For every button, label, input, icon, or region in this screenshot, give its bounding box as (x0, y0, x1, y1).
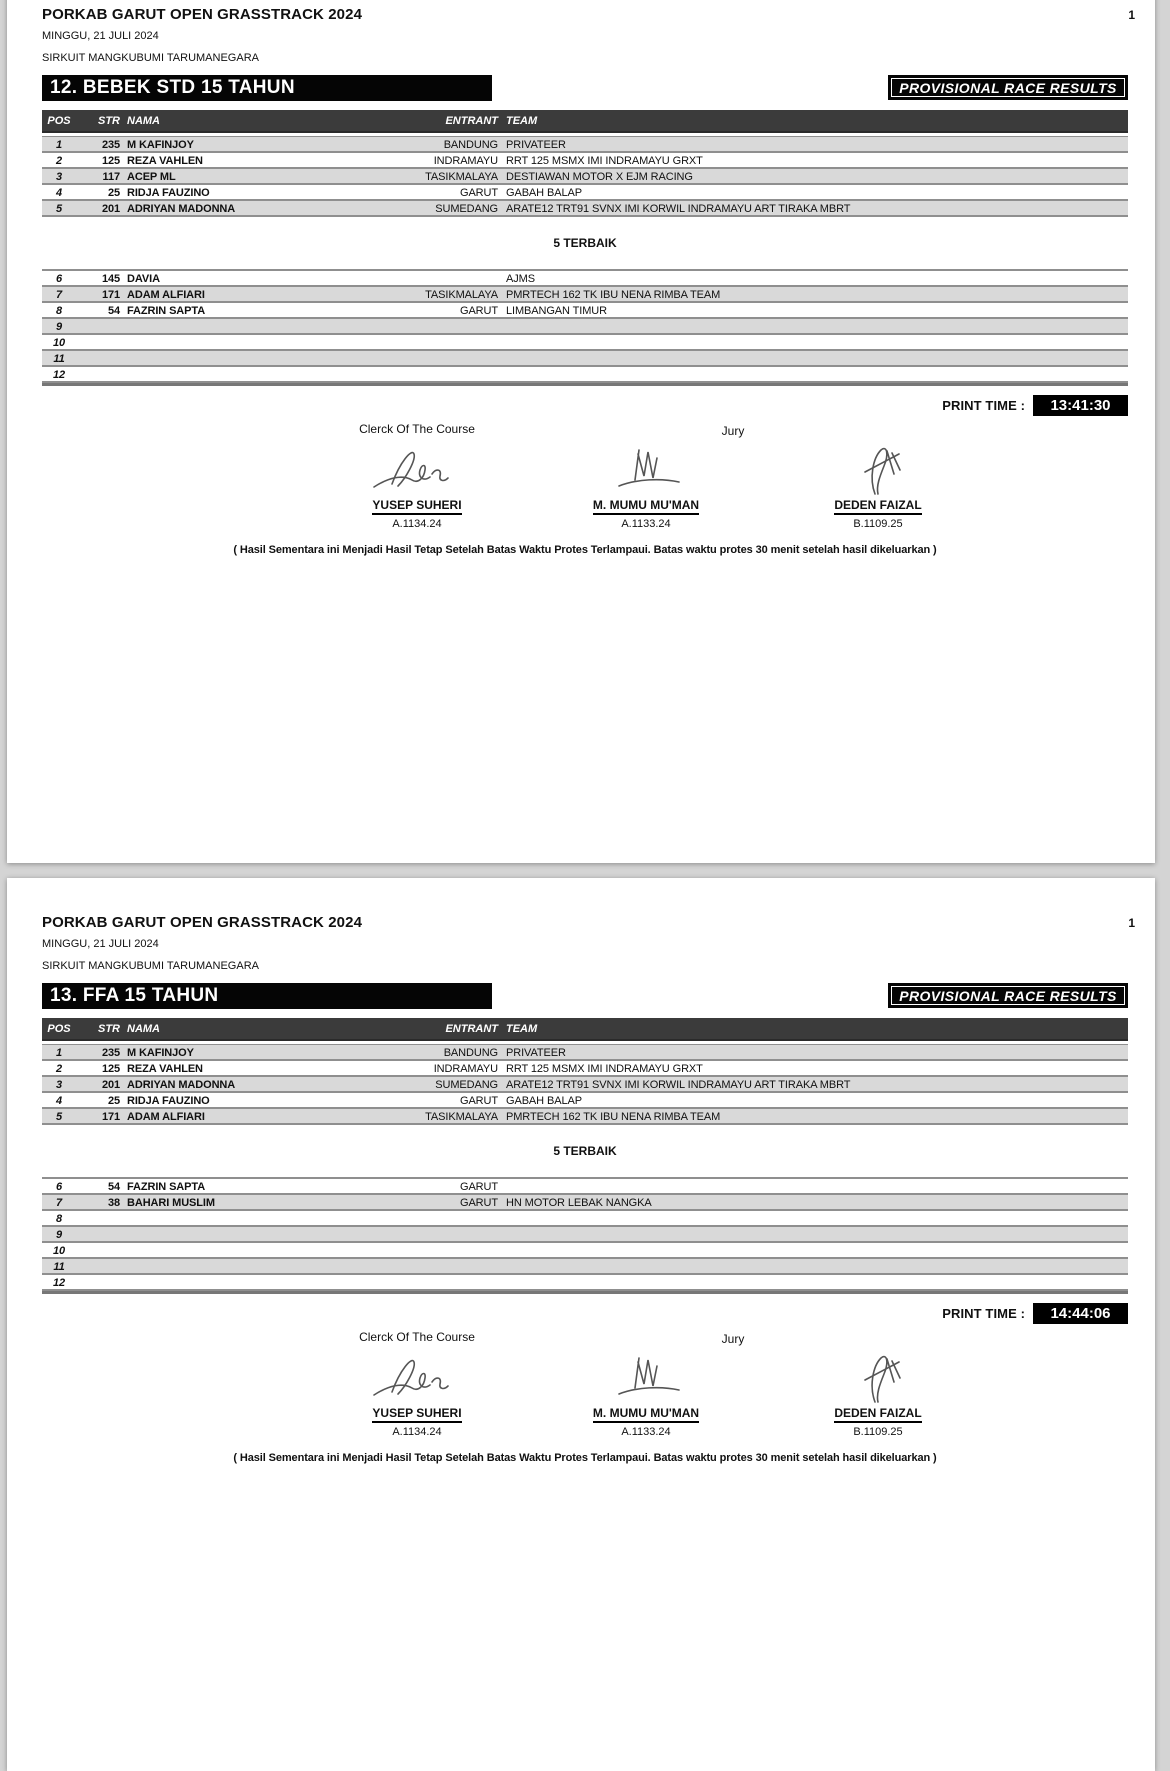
row-rider-name (120, 1275, 406, 1289)
row-entrant: SUMEDANG (435, 203, 498, 215)
table-header (42, 1018, 1128, 1041)
signature-area (42, 1330, 1128, 1446)
event-title: PORKAB GARUT OPEN GRASSTRACK 2024 (42, 6, 363, 23)
row-team: ARATE12 TRT91 SVNX IMI KORWIL INDRAMAYU ART TIRAKA MBRT (506, 203, 851, 215)
results-table (42, 110, 1128, 386)
row-start-number: 201 (101, 203, 120, 215)
row-entrant (406, 1211, 498, 1225)
row-start-number: 125 (101, 155, 120, 167)
row-start-number (76, 1211, 120, 1225)
jury1-name: M. MUMU MU'MAN (531, 1406, 761, 1423)
row-position: 9 (55, 1229, 63, 1241)
row-entrant (406, 1259, 498, 1273)
jury1-name: M. MUMU MU'MAN (531, 498, 761, 515)
row-rider-name: ADAM ALFIARI (127, 289, 205, 301)
header-entrant: ENTRANT (445, 1022, 498, 1035)
table-row (42, 1259, 1128, 1275)
table-header (42, 110, 1128, 133)
signature-jury2-icon (763, 1350, 993, 1406)
clerk-label: Clerck Of The Course (359, 1330, 475, 1344)
row-entrant (406, 1275, 498, 1289)
table-row (42, 1109, 1128, 1125)
row-team: RRT 125 MSMX IMI INDRAMAYU GRXT (506, 1063, 703, 1075)
row-entrant: GARUT (459, 1181, 498, 1193)
row-entrant: BANDUNG (443, 1047, 498, 1059)
row-team (498, 1179, 1128, 1193)
row-team: GABAH BALAP (506, 187, 582, 199)
row-position: 2 (55, 155, 63, 167)
row-rider-name: FAZRIN SAPTA (127, 305, 206, 317)
signature-block-clerk (302, 422, 532, 530)
signature-clerk-icon (302, 1350, 532, 1406)
row-entrant (406, 351, 498, 365)
row-team: PMRTECH 162 TK IBU NENA RIMBA TEAM (506, 289, 721, 301)
row-rider-name: ACEP ML (127, 171, 176, 183)
remaining-rows (42, 269, 1128, 383)
row-team: PMRTECH 162 TK IBU NENA RIMBA TEAM (506, 1111, 721, 1123)
signature-block-jury1 (531, 1330, 761, 1438)
row-rider-name (120, 335, 406, 349)
document-page-2 (7, 878, 1155, 1771)
row-position: 12 (52, 369, 66, 381)
row-rider-name (120, 1227, 406, 1241)
row-rider-name: REZA VAHLEN (127, 155, 203, 167)
table-row (42, 185, 1128, 201)
row-start-number: 171 (101, 289, 120, 301)
row-team: HN MOTOR LEBAK NANGKA (506, 1197, 652, 1209)
clerk-label: Clerck Of The Course (359, 422, 475, 436)
jury2-role-spacer (763, 1330, 993, 1350)
row-position: 11 (53, 1261, 65, 1273)
row-rider-name (120, 1211, 406, 1225)
row-team (498, 1211, 1128, 1225)
jury2-license: B.1109.25 (853, 518, 903, 530)
table-row (42, 153, 1128, 169)
signature-jury1-icon (531, 442, 761, 498)
row-entrant: SUMEDANG (435, 1079, 498, 1091)
print-time-value: 13:41:30 (1033, 395, 1128, 416)
row-rider-name: ADRIYAN MADONNA (127, 1079, 236, 1091)
signature-block-jury2 (763, 1330, 993, 1438)
table-row (42, 367, 1128, 383)
signature-jury1-icon (531, 1350, 761, 1406)
class-title-bar: 13. FFA 15 TAHUN (42, 983, 492, 1009)
print-time-label: PRINT TIME : (942, 1306, 1025, 1321)
event-venue: SIRKUIT MANGKUBUMI TARUMANEGARA (42, 960, 259, 972)
row-rider-name (120, 1259, 406, 1273)
header-nama: NAMA (127, 1022, 160, 1035)
row-entrant: TASIKMALAYA (425, 171, 498, 183)
row-entrant: TASIKMALAYA (425, 289, 498, 301)
top-five-divider-label: 5 TERBAIK (553, 1144, 617, 1158)
row-start-number (76, 1275, 120, 1289)
row-rider-name: M KAFINJOY (127, 1047, 194, 1059)
provisional-results-badge: PROVISIONAL RACE RESULTS (888, 75, 1128, 100)
print-time-value: 14:44:06 (1033, 1303, 1128, 1324)
row-start-number: 38 (107, 1197, 120, 1209)
row-team: LIMBANGAN TIMUR (506, 305, 607, 317)
top-five-rows (42, 136, 1128, 217)
row-team (498, 367, 1128, 381)
row-team (498, 1275, 1128, 1289)
row-entrant (406, 1243, 498, 1257)
row-position: 1 (55, 1047, 63, 1059)
row-position: 3 (55, 1079, 63, 1091)
row-position: 3 (55, 171, 63, 183)
header-entrant: ENTRANT (445, 114, 498, 127)
table-row (42, 1243, 1128, 1259)
table-row (42, 201, 1128, 217)
row-rider-name: ADRIYAN MADONNA (127, 203, 236, 215)
class-title-bar: 12. BEBEK STD 15 TAHUN (42, 75, 492, 101)
jury1-role-spacer (531, 422, 761, 442)
row-start-number: 117 (102, 171, 120, 183)
signature-jury2-icon (763, 442, 993, 498)
protest-note: ( Hasil Sementara ini Menjadi Hasil Tetap Setelah Batas Waktu Protes Terlampaui. Batas waktu protes 30 menit setelah hasil dikeluarkan ) (233, 1452, 937, 1464)
clerk-name: YUSEP SUHERI (302, 498, 532, 515)
header-team: TEAM (506, 114, 538, 127)
jury1-role-spacer (531, 1330, 761, 1350)
row-position: 10 (52, 1245, 66, 1257)
row-team: PRIVATEER (506, 139, 566, 151)
row-start-number (76, 351, 120, 365)
row-rider-name: RIDJA FAUZINO (127, 187, 210, 199)
header-str: STR (98, 1022, 120, 1035)
row-start-number: 54 (107, 305, 120, 317)
provisional-results-badge: PROVISIONAL RACE RESULTS (888, 983, 1128, 1008)
clerk-license: A.1134.24 (392, 1426, 442, 1438)
row-position: 7 (55, 1197, 63, 1209)
row-rider-name (120, 1243, 406, 1257)
table-end-rule (42, 383, 1128, 386)
row-rider-name: DAVIA (127, 273, 160, 285)
row-start-number (76, 1259, 120, 1273)
row-entrant: GARUT (459, 187, 498, 199)
row-rider-name: RIDJA FAUZINO (127, 1095, 210, 1107)
jury2-role-spacer (763, 422, 993, 442)
row-team (498, 319, 1128, 333)
page-number: 1 (1128, 916, 1135, 930)
row-entrant (406, 1227, 498, 1241)
row-position: 6 (55, 273, 63, 285)
row-team: GABAH BALAP (506, 1095, 582, 1107)
jury1-license: A.1133.24 (621, 1426, 671, 1438)
row-team: PRIVATEER (506, 1047, 566, 1059)
page-number: 1 (1128, 8, 1135, 22)
table-row (42, 319, 1128, 335)
event-date: MINGGU, 21 JULI 2024 (42, 30, 159, 42)
event-title: PORKAB GARUT OPEN GRASSTRACK 2024 (42, 914, 363, 931)
row-rider-name: M KAFINJOY (127, 139, 194, 151)
row-start-number: 171 (101, 1111, 120, 1123)
row-start-number (76, 319, 120, 333)
table-row (42, 287, 1128, 303)
row-position: 12 (52, 1277, 66, 1289)
row-team: AJMS (506, 273, 535, 285)
row-position: 5 (55, 1111, 63, 1123)
table-row (42, 1227, 1128, 1243)
jury2-name: DEDEN FAIZAL (763, 498, 993, 515)
row-rider-name (120, 319, 406, 333)
clerk-license: A.1134.24 (392, 518, 442, 530)
header-pos: POS (47, 114, 71, 127)
row-position: 5 (55, 203, 63, 215)
row-start-number: 201 (101, 1079, 120, 1091)
table-row (42, 1061, 1128, 1077)
row-start-number (76, 1227, 120, 1241)
header-pos: POS (47, 1022, 71, 1035)
row-position: 10 (52, 337, 66, 349)
row-position: 6 (55, 1181, 63, 1193)
row-start-number: 235 (101, 139, 120, 151)
jury1-license: A.1133.24 (621, 518, 671, 530)
header-str: STR (98, 114, 120, 127)
signature-block-jury2 (763, 422, 993, 530)
row-rider-name: BAHARI MUSLIM (127, 1197, 215, 1209)
remaining-rows (42, 1177, 1128, 1291)
row-start-number (76, 1243, 120, 1257)
jury2-license: B.1109.25 (853, 1426, 903, 1438)
row-rider-name: FAZRIN SAPTA (127, 1181, 206, 1193)
row-team (498, 1243, 1128, 1257)
top-five-rows (42, 1044, 1128, 1125)
row-team (498, 1227, 1128, 1241)
row-start-number: 25 (107, 187, 120, 199)
table-row (42, 1275, 1128, 1291)
row-rider-name (120, 351, 406, 365)
row-start-number: 54 (107, 1181, 120, 1193)
row-start-number: 235 (101, 1047, 120, 1059)
row-team: DESTIAWAN MOTOR X EJM RACING (506, 171, 693, 183)
signature-clerk-icon (302, 442, 532, 498)
row-entrant: GARUT (459, 1095, 498, 1107)
document-page-1 (7, 0, 1155, 863)
row-position: 4 (55, 187, 63, 199)
table-row (42, 1093, 1128, 1109)
row-start-number: 25 (107, 1095, 120, 1107)
signature-area (42, 422, 1128, 538)
row-position: 11 (53, 353, 65, 365)
clerk-name: YUSEP SUHERI (302, 1406, 532, 1423)
row-team (498, 351, 1128, 365)
event-date: MINGGU, 21 JULI 2024 (42, 938, 159, 950)
row-start-number: 145 (101, 273, 120, 285)
row-entrant: BANDUNG (443, 139, 498, 151)
row-team (498, 335, 1128, 349)
row-position: 8 (55, 1213, 63, 1225)
table-row (42, 169, 1128, 185)
row-entrant (406, 319, 498, 333)
jury2-name: DEDEN FAIZAL (763, 1406, 993, 1423)
row-position: 4 (55, 1095, 63, 1107)
row-rider-name (120, 367, 406, 381)
signature-block-clerk (302, 1330, 532, 1438)
print-time-row (42, 395, 1128, 416)
print-time-row (42, 1303, 1128, 1324)
row-rider-name: ADAM ALFIARI (127, 1111, 205, 1123)
signature-block-jury1 (531, 422, 761, 530)
row-entrant (406, 335, 498, 349)
row-team: ARATE12 TRT91 SVNX IMI KORWIL INDRAMAYU ART TIRAKA MBRT (506, 1079, 851, 1091)
table-row (42, 137, 1128, 153)
table-row (42, 303, 1128, 319)
row-entrant: INDRAMAYU (433, 155, 498, 167)
event-venue: SIRKUIT MANGKUBUMI TARUMANEGARA (42, 52, 259, 64)
protest-note: ( Hasil Sementara ini Menjadi Hasil Tetap Setelah Batas Waktu Protes Terlampaui. Batas waktu protes 30 menit setelah hasil dikeluarkan ) (233, 544, 937, 556)
row-position: 2 (55, 1063, 63, 1075)
row-position: 1 (55, 139, 63, 151)
table-row (42, 1195, 1128, 1211)
table-end-rule (42, 1291, 1128, 1294)
top-five-divider-label: 5 TERBAIK (553, 236, 617, 250)
jury-label: Jury (721, 424, 745, 438)
row-entrant: GARUT (459, 1197, 498, 1209)
row-entrant (406, 271, 498, 285)
results-table (42, 1018, 1128, 1294)
row-rider-name: REZA VAHLEN (127, 1063, 203, 1075)
table-row (42, 1211, 1128, 1227)
row-entrant: TASIKMALAYA (425, 1111, 498, 1123)
row-entrant: GARUT (459, 305, 498, 317)
row-team: RRT 125 MSMX IMI INDRAMAYU GRXT (506, 155, 703, 167)
row-start-number: 125 (101, 1063, 120, 1075)
header-nama: NAMA (127, 114, 160, 127)
row-start-number (76, 367, 120, 381)
row-position: 8 (55, 305, 63, 317)
table-row (42, 1077, 1128, 1093)
jury-label: Jury (721, 1332, 745, 1346)
row-position: 7 (55, 289, 63, 301)
header-team: TEAM (506, 1022, 538, 1035)
row-position: 9 (55, 321, 63, 333)
row-entrant (406, 367, 498, 381)
banner-row (42, 983, 1128, 1009)
row-team (498, 1259, 1128, 1273)
table-row (42, 271, 1128, 287)
table-row (42, 351, 1128, 367)
table-row (42, 1045, 1128, 1061)
table-row (42, 1179, 1128, 1195)
print-time-label: PRINT TIME : (942, 398, 1025, 413)
banner-row (42, 75, 1128, 101)
row-start-number (76, 335, 120, 349)
row-entrant: INDRAMAYU (433, 1063, 498, 1075)
table-row (42, 335, 1128, 351)
